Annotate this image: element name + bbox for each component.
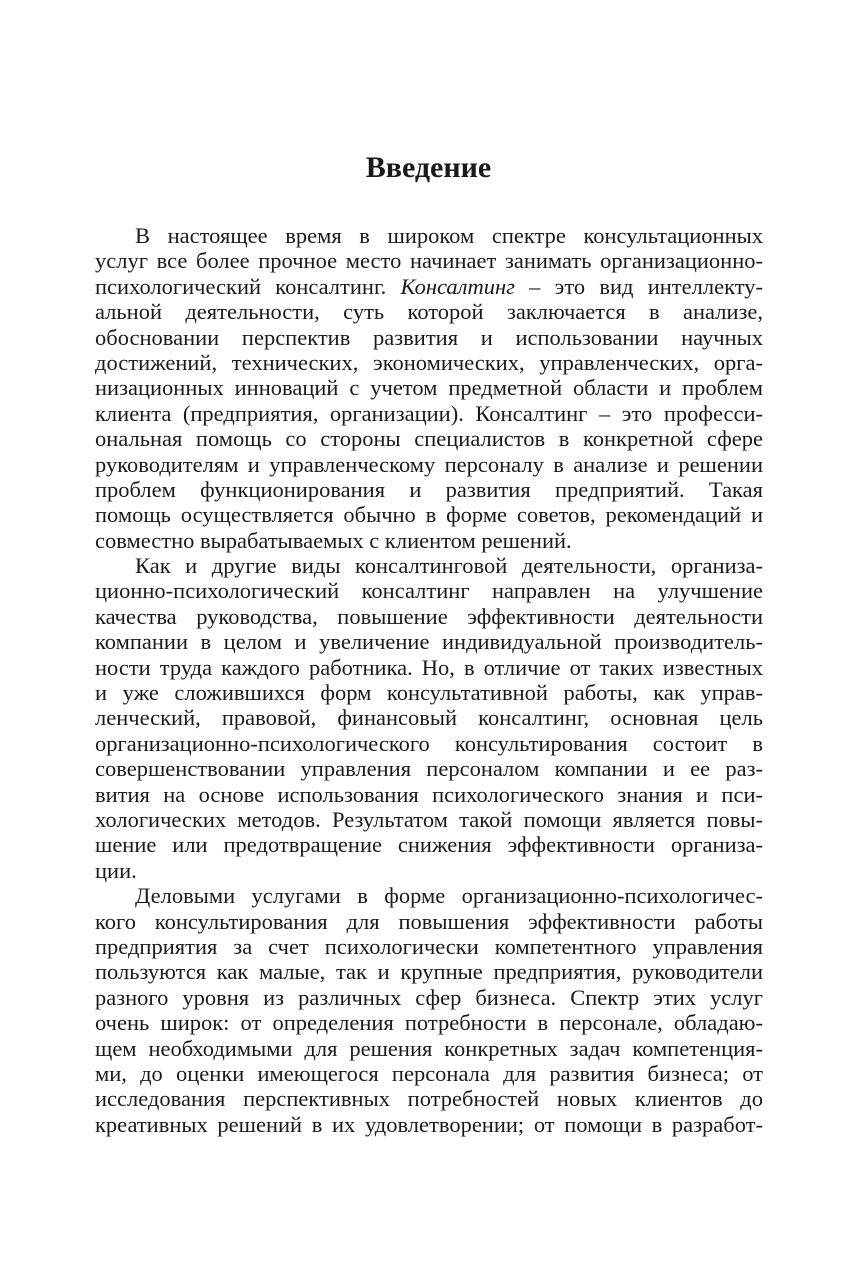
italic-term: Консалтинг [400,273,515,299]
text-line [95,883,763,908]
text-line [95,452,763,477]
text-segment: ональная помощь со стороны специалистов в конкретной сфере [95,426,763,452]
text-line [95,1010,763,1035]
text-line [95,325,763,350]
text-segment: услуг все более прочное место начинает занимать организационно- [95,248,763,274]
text-line [95,680,763,705]
text-line [95,375,763,400]
text-line [95,731,763,756]
text-line [95,426,763,451]
text-line [95,909,763,934]
text-segment: организационно-психологического консультирования состоит в [95,730,763,756]
text-line [95,782,763,807]
text-line [95,1086,763,1111]
text-line [95,350,763,375]
text-line [95,578,763,603]
text-segment: хологических методов. Результатом такой помощи является повы- [95,806,763,832]
text-line [95,502,763,527]
text-segment: разного уровня из различных сфер бизнеса. Спектр этих услуг [95,984,763,1010]
text-segment: помощь осуществляется обычно в форме советов, рекомендаций и [95,502,763,528]
text-line [95,985,763,1010]
text-segment: ции. [95,857,137,883]
text-segment: кого консультирования для повышения эффективности работы [95,908,763,934]
text-line [95,1112,763,1137]
text-line [95,705,763,730]
text-line [95,858,763,883]
text-line [95,528,763,553]
text-line [95,223,763,248]
text-segment: руководителям и управленческому персоналу в анализе и решении [95,451,763,477]
text-line [95,934,763,959]
text-line [95,477,763,502]
text-line [95,299,763,324]
text-segment: Деловыми услугами в форме организационно-психологичес- [135,883,763,909]
text-segment: предприятия за счет психологически компетентного управления [95,933,763,959]
text-segment: компании в целом и увеличение индивидуальной производитель- [95,629,763,655]
text-segment: исследования перспективных потребностей новых клиентов до [95,1086,763,1112]
text-segment: пользуются как малые, так и крупные предприятия, руководители [95,959,763,985]
text-segment: ционно-психологический консалтинг направлен на улучшение [95,578,763,604]
text-segment: клиента (предприятия, организации). Консалтинг – это професси- [95,400,763,426]
paragraph [95,223,763,553]
text-segment: качества руководства, повышение эффективности деятельности [95,603,763,629]
text-segment: щем необходимыми для решения конкретных задач компетенция- [95,1035,763,1061]
text-segment: обосновании перспектив развития и использовании научных [95,324,763,350]
text-segment: Как и другие виды консалтинговой деятельности, организа- [135,553,763,579]
text-segment: креативных решений в их удовлетворении; от помощи в разработ- [95,1111,763,1137]
text-segment: В настоящее время в широком спектре консультационных [135,223,763,248]
text-line [95,629,763,654]
text-line [95,655,763,680]
text-segment: психологический консалтинг. [95,273,401,299]
body-text [95,223,763,1137]
text-segment: ленческий, правовой, финансовый консалтинг, основная цель [95,705,763,731]
text-line [95,1036,763,1061]
text-segment: альной деятельности, суть которой заключается в анализе, [95,299,763,325]
text-line [95,274,763,299]
text-segment: низационных инноваций с учетом предметной области и проблем [95,375,763,401]
text-line [95,604,763,629]
text-segment: и уже сложившихся форм консультативной работы, как управ- [95,680,763,706]
text-segment: вития на основе использования психологического знания и пси- [95,781,763,807]
text-segment: шение или предотвращение снижения эффективности организа- [95,832,763,858]
text-segment: достижений, технических, экономических, управленческих, орга- [95,349,763,375]
text-segment: совершенствовании управления персоналом компании и ее раз- [95,756,763,782]
text-line [95,248,763,273]
text-segment: ми, до оценки имеющегося персонала для развития бизнеса; от [95,1060,763,1086]
text-line [95,959,763,984]
text-segment: – это вид интеллекту- [514,273,763,299]
text-line [95,401,763,426]
text-line [95,756,763,781]
text-line [95,807,763,832]
text-segment: очень широк: от определения потребности в персонале, обладаю- [95,1010,763,1036]
text-segment: совместно вырабатываемых с клиентом решений. [95,527,572,553]
page-title: Введение [365,151,492,184]
paragraph [95,883,763,1137]
text-line [95,832,763,857]
text-line [95,553,763,578]
paragraph [95,553,763,883]
text-segment: ности труда каждого работника. Но, в отличие от таких известных [95,654,763,680]
text-segment: проблем функционирования и развития предприятий. Такая [95,476,763,502]
text-line [95,1061,763,1086]
